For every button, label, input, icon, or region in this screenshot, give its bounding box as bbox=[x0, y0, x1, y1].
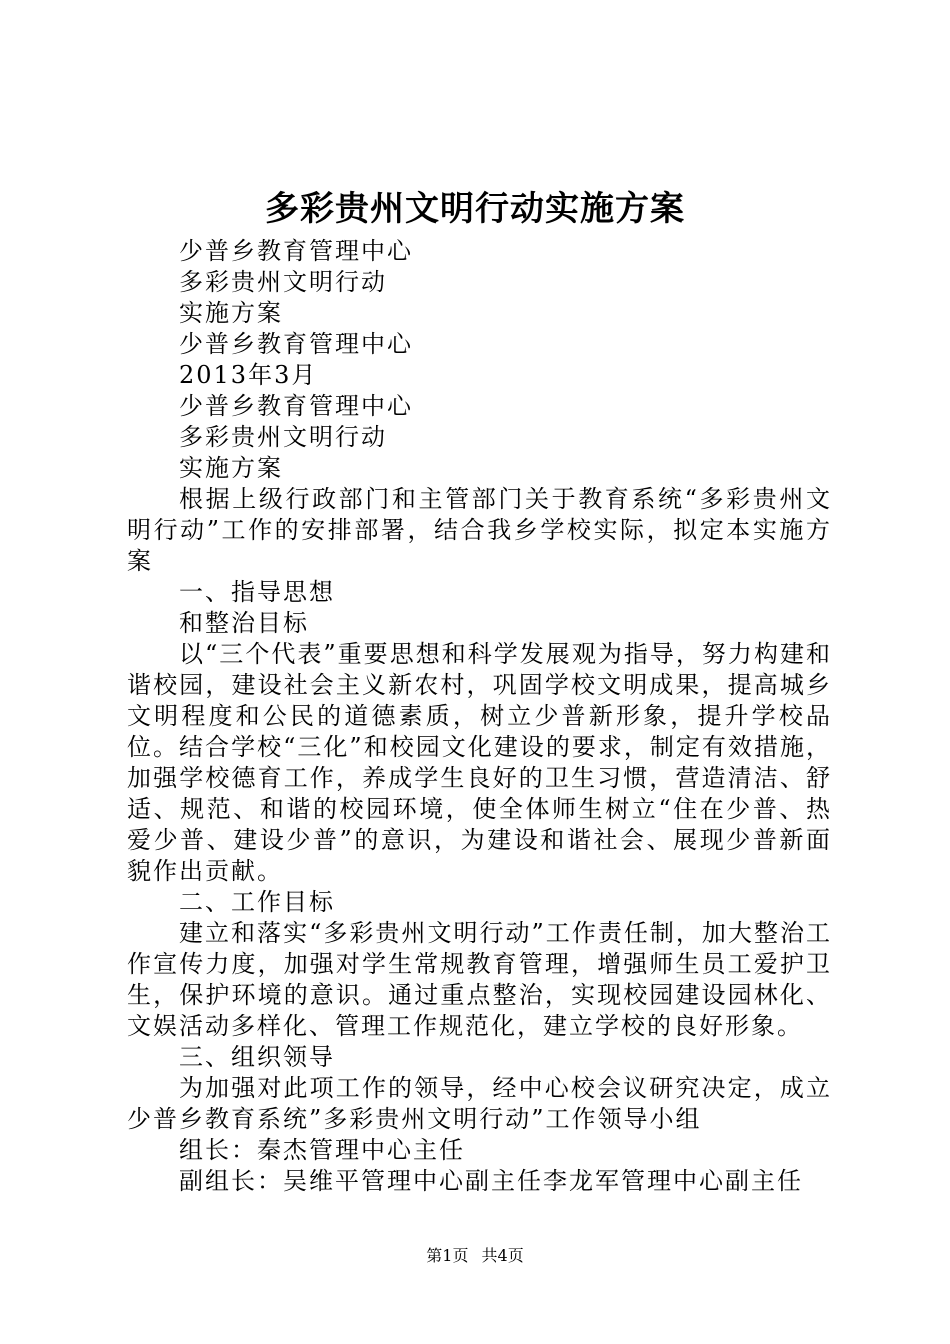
cover-line: 实施方案 bbox=[179, 299, 283, 327]
page-number: 第1页 bbox=[426, 1246, 469, 1265]
section1-paragraph: 以“三个代表”重要思想和科学发展观为指导，努力构建和谐校园，建设社会主义新农村，巩固学校文明成果，提高城乡文明程度和公民的道德素质，树立少普新形象，提升学校品位。结合学校“三化”和校园文化建设的要求，制定有效措施，加强学校德育工作，养成学生良好的卫生习惯，营造清洁、舒适、规范、和谐的校园环境，使全体师生树立“住在少普、热爱少普、建设少普”的意识，为建设和谐社会、展现少普新面貌作出贡献。 bbox=[127, 640, 832, 885]
leader-line: 组长：秦杰管理中心主任 bbox=[179, 1136, 465, 1164]
section1-heading: 一、指导思想 bbox=[179, 578, 335, 606]
cover-line: 少普乡教育管理中心 bbox=[179, 392, 413, 420]
cover-line: 少普乡教育管理中心 bbox=[179, 237, 413, 265]
cover-date: 2013年3月 bbox=[179, 361, 318, 389]
deputy-leader-line: 副组长：吴维平管理中心副主任李龙军管理中心副主任 bbox=[179, 1167, 803, 1195]
document-body bbox=[127, 236, 832, 1197]
cover-line: 少普乡教育管理中心 bbox=[179, 330, 413, 358]
cover-line: 多彩贵州文明行动 bbox=[179, 423, 387, 451]
cover-line: 实施方案 bbox=[179, 454, 283, 482]
section1-subheading: 和整治目标 bbox=[179, 609, 309, 637]
section2-heading: 二、工作目标 bbox=[179, 888, 335, 916]
page-total: 共4页 bbox=[481, 1246, 524, 1265]
section3-heading: 三、组织领导 bbox=[179, 1043, 335, 1071]
page-footer bbox=[0, 1243, 950, 1266]
document-title: 多彩贵州文明行动实施方案 bbox=[265, 189, 685, 229]
section3-paragraph: 为加强对此项工作的领导，经中心校会议研究决定，成立少普乡教育系统”多彩贵州文明行动”工作领导小组 bbox=[127, 1074, 832, 1133]
intro-paragraph: 根据上级行政部门和主管部门关于教育系统“多彩贵州文明行动”工作的安排部署，结合我乡学校实际，拟定本实施方案 bbox=[127, 485, 832, 575]
cover-line: 多彩贵州文明行动 bbox=[179, 268, 387, 296]
section2-paragraph: 建立和落实“多彩贵州文明行动”工作责任制，加大整治工作宣传力度，加强对学生常规教育管理，增强师生员工爱护卫生，保护环境的意识。通过重点整治，实现校园建设园林化、文娱活动多样化、管理工作规范化，建立学校的良好形象。 bbox=[127, 919, 832, 1040]
